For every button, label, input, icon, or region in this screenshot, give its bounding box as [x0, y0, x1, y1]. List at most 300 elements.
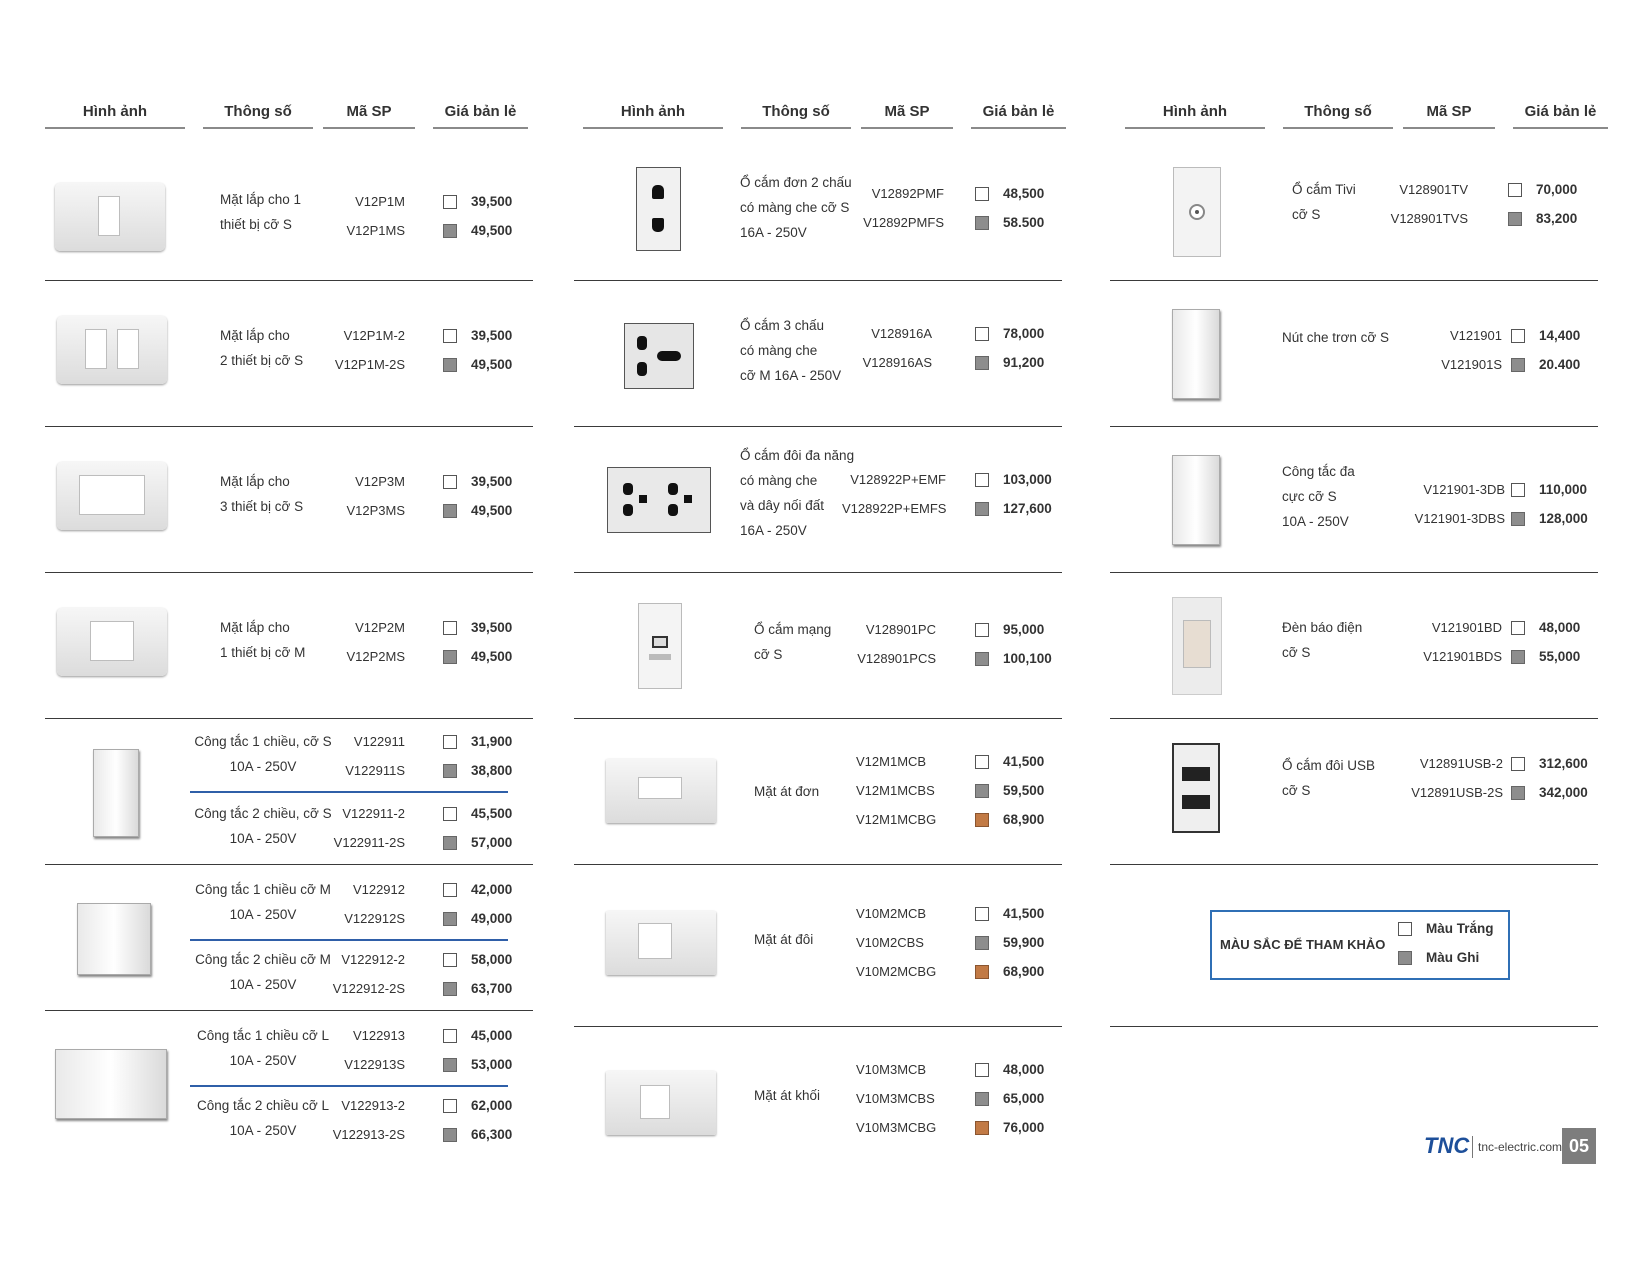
white-swatch [443, 883, 457, 897]
product-code: V122913 [352, 1028, 405, 1043]
spec-text: Ổ cắm đôi USB cỡ S [1282, 758, 1376, 798]
price: 38,800 [471, 763, 513, 778]
usb-port-icon [1182, 795, 1210, 809]
price-list [975, 1055, 1044, 1142]
table-row [574, 427, 1062, 573]
white-swatch [1511, 621, 1525, 635]
socket-hole [623, 504, 633, 516]
plate-opening [85, 329, 107, 369]
product-code: V128922P+EMF [850, 472, 946, 487]
code-list [315, 1091, 405, 1149]
price: 49,500 [471, 357, 513, 372]
gray-swatch [443, 504, 457, 518]
price: 48,000 [1539, 620, 1581, 635]
product-code: V122912S [344, 911, 405, 926]
product-code: V122911S [345, 763, 405, 778]
gray-swatch [975, 652, 989, 666]
code-list [315, 321, 405, 379]
gray-swatch [975, 216, 989, 230]
price-list [1511, 613, 1580, 671]
white-swatch [443, 195, 457, 209]
product-code: V12891USB-2 [1419, 756, 1503, 771]
usb-socket-image [1172, 743, 1220, 833]
indicator-light-image [1172, 597, 1222, 695]
code-list [856, 1055, 944, 1142]
triple-plate-image [57, 462, 167, 530]
gray-swatch [1398, 951, 1412, 965]
price: 312,600 [1539, 756, 1588, 771]
product-code: V128916AS [862, 355, 932, 370]
gray-swatch [975, 936, 989, 950]
price: 20.400 [1539, 357, 1581, 372]
product-code: V122912-2S [332, 981, 405, 996]
gray-swatch [1511, 512, 1525, 526]
spec-text: Ổ cắm đơn 2 chấu có màng che cỡ S 16A - 250V [740, 175, 852, 240]
socket-hole [652, 185, 664, 199]
header-underline [861, 127, 953, 129]
indicator-lens [1183, 620, 1211, 668]
white-swatch [975, 755, 989, 769]
code-list [1400, 613, 1502, 671]
product-code: V128901TV [1399, 182, 1468, 197]
product-code: V12P3MS [346, 503, 405, 518]
socket-hole [657, 351, 681, 361]
sub-row [45, 719, 533, 791]
white-swatch [443, 475, 457, 489]
product-code: V12P3M [355, 474, 405, 489]
code-list [844, 615, 936, 673]
product-code: V128901PCS [857, 651, 936, 666]
price: 58.500 [1003, 215, 1045, 230]
table-row [45, 281, 533, 427]
price: 39,500 [471, 328, 513, 343]
price: 95,000 [1003, 622, 1045, 637]
white-swatch [1398, 922, 1412, 936]
price-list [443, 613, 512, 671]
code-list [1410, 321, 1502, 379]
header-code: Mã SP [1426, 103, 1472, 120]
white-swatch [443, 621, 457, 635]
price: 49,500 [471, 503, 513, 518]
price: 62,000 [471, 1098, 513, 1113]
header-underline [1125, 127, 1265, 129]
table-row [574, 865, 1062, 1027]
table-row [574, 281, 1062, 427]
price: 76,000 [1003, 1120, 1045, 1135]
table-header [1125, 95, 1625, 130]
header-underline [971, 127, 1066, 129]
white-swatch [975, 327, 989, 341]
header-price: Giá bản lẻ [444, 103, 517, 120]
gray-swatch [975, 502, 989, 516]
price: 66,300 [471, 1127, 513, 1142]
gray-swatch [975, 1092, 989, 1106]
product-code: V121901S [1441, 357, 1502, 372]
price-list [443, 187, 512, 245]
plate-opening [90, 621, 134, 661]
white-swatch [1511, 329, 1525, 343]
product-code: V12P1M-2 [343, 328, 405, 343]
gray-swatch [1508, 212, 1522, 226]
table-row [45, 1011, 533, 1157]
plate-opening [638, 923, 672, 959]
code-list [842, 465, 946, 523]
code-list [315, 799, 405, 857]
price: 45,000 [471, 1028, 513, 1043]
spec-text: Mặt lắp cho 1 thiết bị cỡ M [220, 620, 306, 660]
price: 83,200 [1536, 211, 1578, 226]
price: 39,500 [471, 620, 513, 635]
color-legend [1210, 910, 1510, 980]
product-code: V121901-3DBS [1414, 511, 1505, 526]
gray-swatch [443, 224, 457, 238]
gray-swatch [1511, 358, 1525, 372]
price: 91,200 [1003, 355, 1045, 370]
spec-text: Mặt lắp cho 3 thiết bị cỡ S [220, 474, 304, 514]
table-row [1110, 573, 1598, 719]
header-spec: Thông số [762, 103, 830, 120]
product-code: V12P2M [355, 620, 405, 635]
table-row [1110, 427, 1598, 573]
code-list [844, 179, 944, 237]
breaker-plate-block-image [606, 1071, 716, 1135]
sub-row [45, 1011, 533, 1083]
price-list [975, 179, 1044, 237]
white-swatch [1511, 757, 1525, 771]
product-code: V10M3MCBS [856, 1091, 935, 1106]
product-code: V122913-2 [341, 1098, 405, 1113]
price-list [975, 319, 1044, 377]
breaker-plate-single-image [606, 759, 716, 823]
sub-row [45, 793, 533, 865]
white-swatch [443, 1029, 457, 1043]
table-header [45, 95, 545, 130]
column-3 [1125, 95, 1625, 965]
code-list [1395, 749, 1503, 807]
breaker-plate-double-image [606, 911, 716, 975]
table-row [1110, 135, 1598, 281]
price: 49,000 [471, 911, 513, 926]
price: 55,000 [1539, 649, 1581, 664]
header-price: Giá bản lẻ [1524, 103, 1597, 120]
spec-text: Mặt át khối [754, 1088, 821, 1103]
code-list [1378, 175, 1468, 233]
table-header [583, 95, 1083, 130]
gray-swatch [443, 1058, 457, 1072]
spec-text: Công tắc 2 chiều cỡ M 10A - 250V [195, 952, 331, 992]
code-list [315, 467, 405, 525]
code-list [856, 899, 944, 986]
gray-swatch [975, 784, 989, 798]
network-port-icon [652, 636, 668, 648]
price-list [443, 467, 512, 525]
gray-swatch [443, 358, 457, 372]
white-swatch [443, 807, 457, 821]
white-swatch [443, 953, 457, 967]
price-list [443, 875, 512, 933]
socket-hole [637, 336, 647, 350]
price: 42,000 [471, 882, 513, 897]
code-list [315, 613, 405, 671]
gray-swatch [443, 764, 457, 778]
table-row [574, 719, 1062, 865]
product-code: V122913S [344, 1057, 405, 1072]
price: 58,000 [471, 952, 513, 967]
product-code: V122911 [353, 734, 405, 749]
header-underline [45, 127, 185, 129]
price: 49,500 [471, 649, 513, 664]
spec-text: Mặt lắp cho 2 thiết bị cỡ S [220, 328, 304, 368]
product-code: V122911-2 [342, 806, 405, 821]
product-code: V121901-3DB [1423, 482, 1505, 497]
product-code: V10M2MCB [856, 906, 927, 921]
price: 41,500 [1003, 906, 1045, 921]
white-swatch [975, 187, 989, 201]
table-row [45, 573, 533, 719]
blank-cover-image [1172, 309, 1220, 399]
price-list [975, 465, 1052, 523]
gray-swatch [443, 1128, 457, 1142]
single-plate-image [55, 183, 165, 251]
medium-plate-image [57, 608, 167, 676]
white-swatch [443, 735, 457, 749]
bronze-swatch [975, 1121, 989, 1135]
header-spec: Thông số [224, 103, 292, 120]
legend-label-white: Màu Trắng [1426, 921, 1494, 936]
product-code: V121901BDS [1423, 649, 1502, 664]
sub-row [45, 941, 533, 1011]
socket-hole [652, 218, 664, 232]
product-code: V128901PC [865, 622, 936, 637]
product-code: V12891USB-2S [1411, 785, 1503, 800]
price: 39,500 [471, 474, 513, 489]
spec-text: Công tắc đa cực cỡ S 10A - 250V [1282, 464, 1355, 529]
product-code: V10M3MCBG [856, 1120, 937, 1135]
code-list [315, 875, 405, 933]
price: 59,500 [1003, 783, 1045, 798]
code-list [315, 945, 405, 1003]
header-spec: Thông số [1304, 103, 1372, 120]
spec-text: Công tắc 2 chiều cỡ L 10A - 250V [197, 1098, 329, 1138]
price: 127,600 [1003, 501, 1052, 516]
sub-row [45, 1087, 533, 1157]
code-list [315, 187, 405, 245]
tv-socket-image [1173, 167, 1221, 257]
white-swatch [975, 1063, 989, 1077]
spec-text: Ổ cắm 3 chấu có màng che cỡ M 16A - 250V [740, 318, 842, 383]
price-list [1511, 321, 1580, 379]
code-list [844, 319, 932, 377]
legend-title: MÀU SẮC ĐỂ THAM KHẢO [1220, 937, 1386, 952]
socket-2pin-image [636, 167, 681, 251]
price: 49,500 [471, 223, 513, 238]
price: 70,000 [1536, 182, 1578, 197]
spec-text: Ổ cắm Tivi cỡ S [1292, 182, 1356, 222]
white-swatch [1508, 183, 1522, 197]
header-image: Hình ảnh [1162, 103, 1228, 120]
spec-text: Công tắc 2 chiều, cỡ S 10A - 250V [194, 806, 332, 846]
socket-hole [668, 504, 678, 516]
spec-text: Ổ cắm đôi đa năng có màng che và dây nối đất 16A - 250V [740, 448, 855, 538]
legend-items [1398, 914, 1494, 972]
white-swatch [975, 907, 989, 921]
spec-text: Mặt lắp cho 1 thiết bị cỡ S [220, 192, 302, 232]
brand-logo: TNC [1424, 1133, 1470, 1158]
product-code: V12892PMFS [863, 215, 944, 230]
header-underline [433, 127, 528, 129]
header-underline [203, 127, 313, 129]
product-code: V121901BD [1431, 620, 1502, 635]
socket-hole [639, 495, 647, 503]
network-socket-image [638, 603, 682, 689]
socket-hole [684, 495, 692, 503]
price-list [443, 799, 512, 857]
table-row [45, 865, 533, 1011]
port-base [649, 654, 671, 660]
product-code: V128901TVS [1390, 211, 1468, 226]
code-list [315, 727, 405, 785]
price: 59,900 [1003, 935, 1045, 950]
product-code: V12P1MS [346, 223, 405, 238]
price: 78,000 [1003, 326, 1045, 341]
header-underline [1403, 127, 1495, 129]
price: 100,100 [1003, 651, 1052, 666]
table-row [574, 135, 1062, 281]
header-image: Hình ảnh [620, 103, 686, 120]
table-row [1110, 281, 1598, 427]
usb-port-icon [1182, 767, 1210, 781]
price: 68,900 [1003, 812, 1045, 827]
product-code: V12M1MCBS [856, 783, 935, 798]
price: 65,000 [1003, 1091, 1045, 1106]
spec-text: Công tắc 1 chiều cỡ L 10A - 250V [197, 1028, 329, 1068]
legend-row [1110, 865, 1598, 1027]
price: 342,000 [1539, 785, 1588, 800]
product-code: V12M1MCBG [856, 812, 937, 827]
white-swatch [443, 1099, 457, 1113]
price-list [1508, 175, 1577, 233]
spec-text: Đèn báo điện cỡ S [1282, 620, 1363, 660]
gray-swatch [443, 982, 457, 996]
price: 39,500 [471, 194, 513, 209]
price: 68,900 [1003, 964, 1045, 979]
white-swatch [1511, 483, 1525, 497]
gray-swatch [1511, 786, 1525, 800]
socket-hole [637, 362, 647, 376]
product-code: V10M2MCBG [856, 964, 937, 979]
code-list [1395, 475, 1505, 533]
plate-opening [79, 475, 145, 515]
gray-swatch [443, 650, 457, 664]
header-underline [583, 127, 723, 129]
product-code: V122912-2 [341, 952, 405, 967]
socket-double-image [607, 467, 711, 533]
product-code: V12P1M-2S [334, 357, 405, 372]
spec-text: Mặt át đôi [754, 932, 814, 947]
product-code: V128916A [871, 326, 932, 341]
price-list [1511, 475, 1588, 533]
table-row [574, 573, 1062, 719]
product-code: V12P2MS [346, 649, 405, 664]
table-row [1110, 719, 1598, 865]
spec-text: Công tắc 1 chiều, cỡ S 10A - 250V [194, 734, 332, 774]
column-2 [583, 95, 1083, 1135]
price: 45,500 [471, 806, 513, 821]
product-code: V12P1M [355, 194, 405, 209]
table-row [45, 135, 533, 281]
price: 31,900 [471, 734, 513, 749]
header-image: Hình ảnh [82, 103, 148, 120]
gray-swatch [1511, 650, 1525, 664]
header-underline [323, 127, 415, 129]
code-list [856, 747, 944, 834]
price: 14,400 [1539, 328, 1581, 343]
product-code: V122912 [352, 882, 405, 897]
price: 128,000 [1539, 511, 1588, 526]
bronze-swatch [975, 965, 989, 979]
multi-pole-switch-image [1172, 455, 1220, 545]
product-code: V10M2CBS [856, 935, 924, 950]
bronze-swatch [975, 813, 989, 827]
plate-opening [98, 196, 120, 236]
header-code: Mã SP [346, 103, 392, 120]
page-number: 05 [1562, 1128, 1596, 1164]
price: 48,000 [1003, 1062, 1045, 1077]
double-plate-image [57, 316, 167, 384]
product-code: V122911-2S [333, 835, 405, 850]
price-list [443, 945, 512, 1003]
plate-opening [638, 777, 682, 799]
product-code: V128922P+EMFS [842, 501, 947, 516]
price: 48,500 [1003, 186, 1045, 201]
sub-row [45, 865, 533, 937]
header-price: Giá bản lẻ [982, 103, 1055, 120]
price-list [443, 1021, 512, 1079]
code-list [315, 1021, 405, 1079]
footer-divider [1472, 1136, 1473, 1158]
price: 57,000 [471, 835, 513, 850]
header-underline [1513, 127, 1608, 129]
gray-swatch [443, 836, 457, 850]
price-list [443, 1091, 512, 1149]
header-code: Mã SP [884, 103, 930, 120]
gray-swatch [443, 912, 457, 926]
spec-text: Ổ cắm mạng cỡ S [754, 622, 832, 662]
spec-text: Công tắc 1 chiều cỡ M 10A - 250V [195, 882, 331, 922]
socket-3pin-image [624, 323, 694, 389]
header-underline [1283, 127, 1393, 129]
product-code: V12892PMF [871, 186, 944, 201]
price-list [975, 615, 1052, 673]
spec-text: Nút che trơn cỡ S [1282, 330, 1389, 345]
plate-opening [640, 1085, 670, 1119]
spec-text: Mặt át đơn [754, 784, 820, 799]
table-row [574, 1027, 1062, 1167]
header-underline [741, 127, 851, 129]
product-code: V12M1MCB [856, 754, 927, 769]
price: 41,500 [1003, 754, 1045, 769]
price-list [443, 321, 512, 379]
white-swatch [443, 329, 457, 343]
website-url[interactable]: tnc-electric.com [1478, 1140, 1563, 1154]
table-row [45, 719, 533, 865]
product-code: V10M3MCB [856, 1062, 927, 1077]
white-swatch [975, 473, 989, 487]
product-code: V121901 [1449, 328, 1502, 343]
legend-label-gray: Màu Ghi [1426, 950, 1480, 965]
price-list [443, 727, 512, 785]
price: 103,000 [1003, 472, 1052, 487]
